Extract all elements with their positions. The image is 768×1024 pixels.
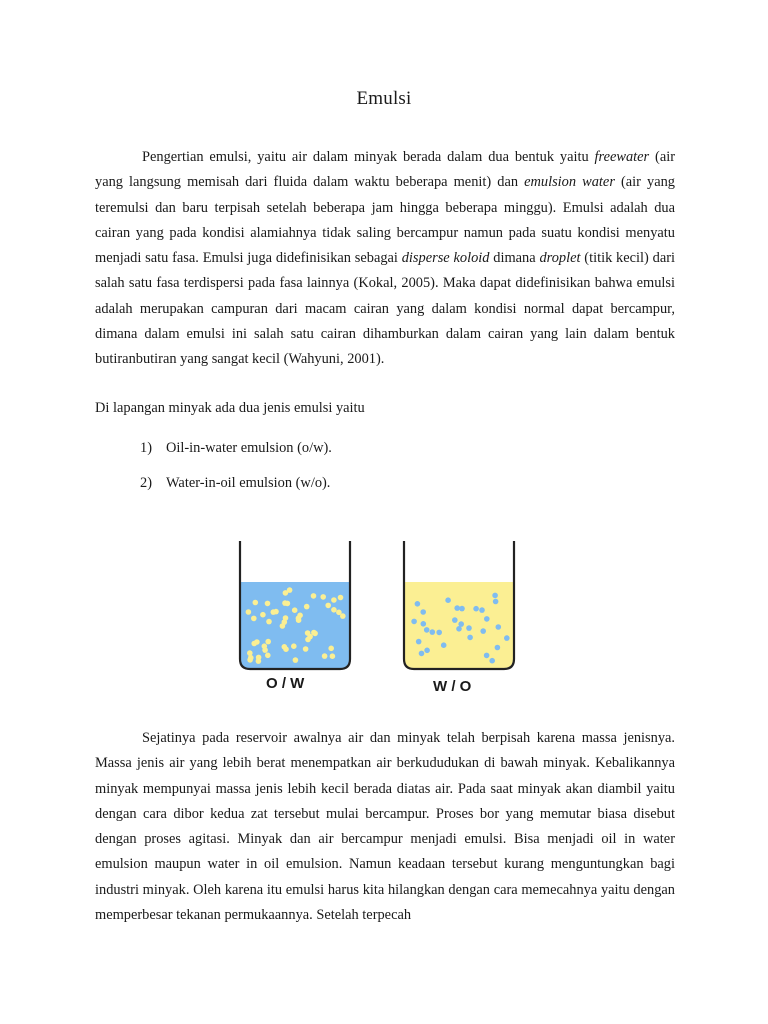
droplet [247,650,253,656]
emulsion-figure [230,535,530,705]
droplet [328,646,334,652]
droplet [419,651,425,657]
droplet [338,595,344,601]
droplet [325,603,331,609]
droplet [251,641,257,647]
para2-text: Sejatinya pada reservoir awalnya air dan minyak telah berpisah karena massa jenisnya. Massa jenis air yang lebih berat menempatkan air berkududukan di bawah minyak. Kebalikannya minyak mempunyai massa jenis lebih kecil berada diatas air. Pada saat minyak akan diambil yaitu dengan cara dibor kedua zat tersebut mulai bercampur. Proses bor yang memutar biasa disebut dengan proses agitasi. Minyak dan air bercampur menjadi emulsi. Bisa menjadi oil in water emulsion maupun water in oil emulsion. Namun keadaan tersebut kurang menguntungkan bagi industri minyak. Oleh karena itu emulsi harus kita hilangkan dengan cara memecahnya yaitu dengan memperbesar tekanan permukaannya. Setelah terpecah [95,730,675,924]
droplet [484,653,490,659]
droplet [466,625,472,631]
droplet [459,606,465,612]
droplet [479,607,485,613]
droplet [493,599,499,605]
droplet [331,607,337,613]
droplet [265,653,271,659]
droplet [311,630,317,636]
droplet [256,658,262,664]
list-text: Oil-in-water emulsion (o/w). [166,440,332,456]
droplet [283,615,289,621]
droplet [415,601,421,607]
para1-seg-italic: emulsion water [524,174,615,191]
beakers-illustration [230,535,530,675]
list-text: Water-in-oil emulsion (w/o). [166,475,331,491]
droplet [492,593,498,599]
droplet [251,616,257,622]
droplet [330,653,336,659]
droplet [287,587,293,593]
droplet [293,657,299,663]
droplet [484,616,490,622]
droplet [495,645,501,651]
droplet [420,609,426,615]
para1-seg: (air yang langsung memisah dari fluida dalam waktu beberapa menit) dan [95,149,675,191]
droplet [467,635,473,641]
droplet [283,646,289,652]
droplet [424,627,430,633]
paragraph-definition [95,145,675,373]
droplet [292,607,298,613]
beaker-wo [404,541,514,669]
list-item [140,438,332,458]
droplet [291,643,297,649]
list-number: 2) [140,475,152,491]
droplet [266,619,272,625]
droplet [260,612,266,618]
droplet [441,642,447,648]
label-oil-in-water: O / W [266,675,305,692]
droplet [296,617,302,623]
droplet [480,628,486,634]
droplet [421,621,427,627]
para1-seg-italic: disperse koloid [401,250,490,267]
droplet [271,609,277,615]
droplet [416,639,422,645]
droplet [307,634,313,640]
page-title: Emulsi [356,88,412,109]
droplet [253,600,259,606]
intro-line: Di lapangan minyak ada dua jenis emulsi yaitu [95,400,365,416]
droplet [336,610,342,616]
para1-seg-italic: droplet [539,250,581,267]
droplet [445,597,451,603]
droplet [303,646,309,652]
paragraph-reservoir [95,726,675,928]
droplet [424,648,430,654]
droplet [496,624,502,630]
droplet [456,626,462,632]
droplet [504,635,510,641]
list-number: 1) [140,440,152,456]
droplet [247,657,253,663]
droplet [452,617,458,623]
droplet [331,597,337,603]
droplet [265,601,271,607]
droplet [262,643,268,649]
beaker-ow [240,541,350,669]
list-item [140,473,330,493]
para1-seg: Pengertian emulsi, yaitu air dalam minyak berada dalam dua bentuk yaitu [142,149,595,165]
para1-seg: dimana [489,250,540,267]
droplet [436,630,442,636]
droplet [473,606,479,612]
droplet [304,604,310,610]
droplet [322,653,328,659]
droplet [320,594,326,600]
droplet [454,605,460,611]
para1-seg: (air yang teremulsi dan baru terpisah setelah beberapa jam hingga beberapa minggu). Emulsi adalah dua cairan yang pada kondisi alamiahnya tidak saling bercampur namun pada suatu kondisi menyatu menjadi satu fasa. Emulsi juga didefinisikan sebagai [95,174,675,267]
droplet [311,593,317,599]
droplet [411,619,417,625]
droplet [489,658,495,664]
droplet [265,639,271,645]
label-water-in-oil: W / O [433,678,472,695]
droplet [246,609,252,615]
para1-seg: (titik kecil) dari salah satu fasa terdispersi pada fasa lainnya (Kokal, 2005). Maka dapat didefinisikan bahwa emulsi adalah merupakan campuran dari macam cairan yang dalam kondisi normal dapat bercampur, dimana dalam emulsi ini salah satu cairan dihamburkan dalam cairan yang lain dalam bentuk butiranbutiran yang sangat kecil (Wahyuni, 2001). [95,250,675,368]
para1-seg-italic: freewater [594,149,650,165]
droplet [430,629,436,635]
droplet [285,601,291,607]
